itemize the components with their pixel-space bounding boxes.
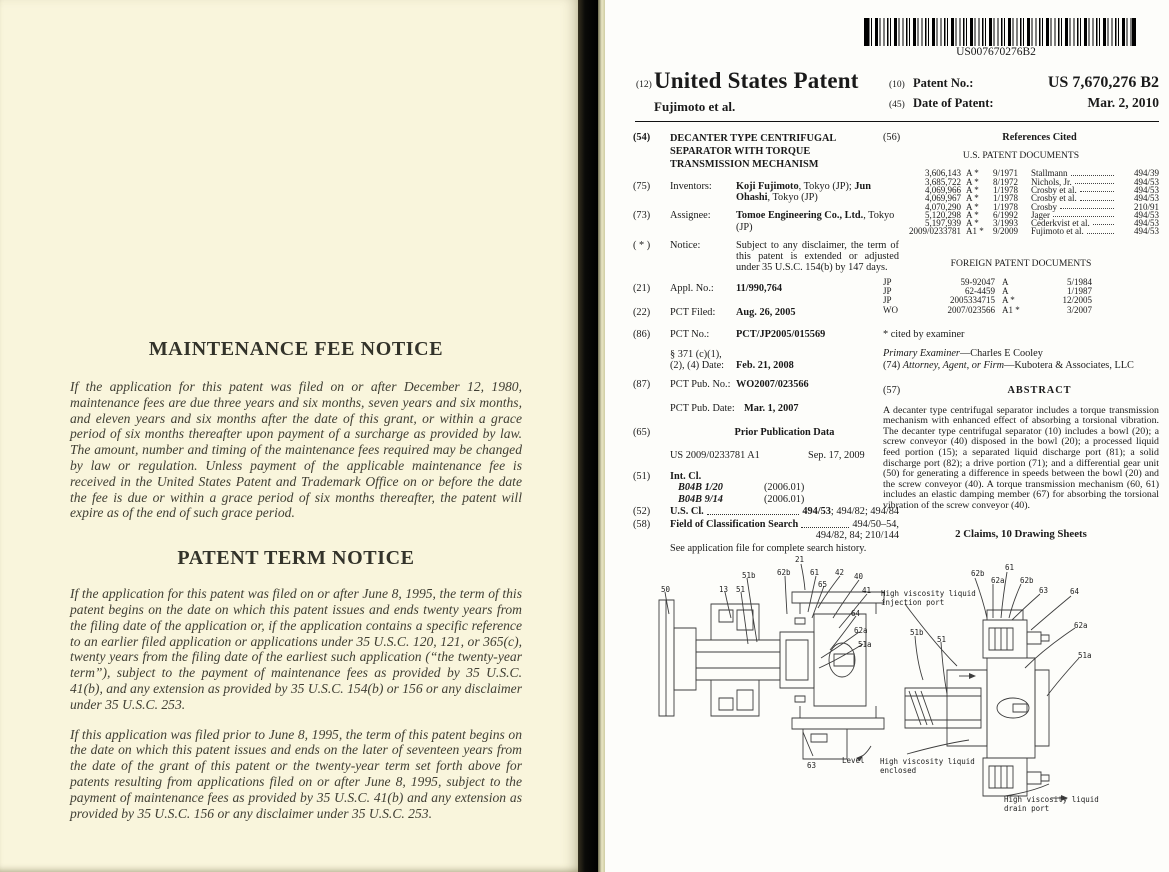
leader-dots (1060, 203, 1114, 209)
int-cl-row (670, 482, 899, 493)
ref-date: 9/2009 (993, 226, 1019, 237)
ref-kind: A * (966, 201, 979, 212)
us-ref-row (883, 227, 1159, 235)
pct-filed-tag: (22) (633, 306, 651, 318)
figure-ref-label: 62b (777, 568, 791, 577)
us-cl-section (633, 506, 899, 517)
page-gutter-shadow (578, 0, 598, 872)
pct-pub-date-label: PCT Pub. Date: (670, 402, 735, 414)
appl-no-value: 11/990,764 (736, 283, 783, 295)
inventors-value (736, 181, 899, 203)
attorney-line (883, 360, 1159, 371)
ref-class: 494/53 (1133, 218, 1159, 229)
field-search-tag: (58) (633, 519, 651, 531)
figure-ref-label: 61 (1005, 563, 1015, 572)
header-right-block (889, 74, 1159, 114)
page-edge-strip (598, 0, 605, 872)
ref-date: 3/2007 (1066, 304, 1092, 315)
ref-kind: A * (966, 185, 979, 195)
ref-kind: A (1002, 276, 1009, 287)
figure-ref-label: 62a (991, 576, 1005, 585)
figure-ref-label: 42 (835, 568, 845, 577)
figure-ref-label: 13 (719, 585, 729, 594)
ref-date: 6/1992 (993, 209, 1019, 220)
ref-country: WO (883, 304, 898, 315)
leader-dots (801, 519, 849, 528)
field-search-label: Field of Classification Search (670, 519, 799, 531)
assignee-section (633, 210, 899, 232)
patent-number-label: Patent No.: (913, 76, 974, 90)
figure-ref-label: 51a (1078, 651, 1092, 660)
ref-class: 494/53 (1133, 185, 1159, 195)
ref-number: 4,069,967 (925, 193, 961, 204)
ref-class: 494/53 (1133, 209, 1159, 220)
pct-no-value: PCT/JP2005/015569 (736, 328, 826, 340)
prior-pub-spacer (633, 450, 670, 461)
inventors-tag: (75) (633, 181, 651, 192)
foreign-ref-row (883, 306, 1098, 315)
s371-spacer (736, 349, 899, 360)
notice-section (633, 240, 899, 274)
title-tag: (54) (633, 132, 651, 143)
left-notice-page (0, 0, 578, 872)
references-column (883, 126, 1159, 540)
ref-class: 210/91 (1133, 201, 1159, 212)
field-search-note: See application file for complete search history. (670, 543, 867, 555)
leader-dots (1075, 178, 1114, 184)
figure-ref-label: 51a (858, 640, 872, 649)
ref-date: 5/1984 (1066, 276, 1092, 287)
references-cited-section (883, 132, 1159, 143)
notice-text-block (70, 338, 522, 821)
int-cl-tag: (51) (633, 471, 651, 483)
foreign-patent-documents-heading: FOREIGN PATENT DOCUMENTS (950, 257, 1092, 269)
assignee-label: Assignee: (670, 210, 711, 222)
us-references-table (883, 169, 1159, 235)
leader-dots (1093, 219, 1114, 225)
patent-front-page (605, 0, 1169, 872)
pct-pub-date-value: Mar. 1, 2007 (744, 402, 799, 414)
claims-drawing-sheets-line: 2 Claims, 10 Drawing Sheets (955, 527, 1087, 540)
figure-ref-label: 63 (1039, 586, 1049, 595)
us-cl-tag: (52) (633, 505, 651, 517)
figure-ref-label: 50 (661, 585, 671, 594)
ref-date: 8/1972 (993, 176, 1019, 187)
ref-kind: A * (966, 168, 979, 179)
inventors-label: Inventors: (670, 181, 712, 192)
leader-dots (707, 506, 800, 515)
ref-class: 494/39 (1133, 168, 1159, 179)
kind-code: (12) (636, 80, 652, 90)
ref-kind: A * (966, 176, 979, 187)
figure-ref-label: 51b (742, 571, 756, 580)
ref-name: Nichols, Jr. (1031, 176, 1072, 187)
int-cl-label: Int. Cl. (670, 471, 702, 483)
assignee-tag: (73) (633, 210, 651, 222)
ref-number: 59-92047 (960, 276, 995, 287)
figure-ref-label: 62b (1020, 576, 1034, 585)
int-cl-class: B04B 1/20 (678, 482, 723, 494)
s371-section (633, 349, 899, 371)
prior-pub-date: Sep. 17, 2009 (808, 450, 865, 462)
ref-country: JP (883, 286, 892, 297)
patent-term-notice-paragraph-2: If this application was filed prior to June 8, 1995, the term of this patent begins on the date on which this patent issues and ends on the later of seventeen years from the date of the grant of this patent or the twenty-year term set forth above for patents resulting from applications filed on or after June 8, 1995, subject to the payment of maintenance fees as provided by 35 U.S.C. 41(b) and any extension as provided by 35 U.S.C. 156 or any disclaimer under 35 U.S.C. 253. (70, 726, 522, 821)
ref-name: Stallmann (1031, 168, 1068, 179)
patent-term-notice-paragraph-1: If the application for this patent was filed on or after June 8, 1995, the term of this patent begins on the date on which this patent issues and ends twenty years from the filing date of the application or, if the application contains a specific reference to an earlier filed application or applications under 35 U.S.C. 120, 121, or 365(c), twenty years from the filing date of the earliest such application (“the twenty-year term”), subject to the payment of maintenance fees as provided by 35 U.S.C. 41(b), and any extension as provided by 35 U.S.C. 154(b) or 156 or any disclaimer under 35 U.S.C. 253. (70, 586, 522, 712)
s371-date-value: Feb. 21, 2008 (736, 360, 794, 372)
patent-number-value: US 7,670,276 B2 (1047, 74, 1159, 91)
leader-dots (1080, 186, 1114, 192)
foreign-references-table (883, 278, 1159, 315)
pct-filed-section (633, 307, 899, 318)
int-cl-version: (2006.01) (764, 482, 805, 494)
ref-name: Crosby et al. (1031, 185, 1077, 195)
assignee-value (736, 210, 899, 232)
int-cl-version: (2006.01) (764, 493, 805, 505)
s371-label-line1: § 371 (c)(1), (670, 349, 722, 361)
figure-annotation: High viscosity liquid enclosed (880, 757, 975, 775)
figure-ref-label: 64 (851, 609, 861, 618)
pct-no-section (633, 329, 899, 340)
field-search-value-1: 494/50–54, (852, 519, 899, 531)
figure-ref-label: 41 (862, 586, 872, 595)
figure-ref-label: Level (842, 756, 865, 765)
inventor-surname-line: Fujimoto et al. (654, 99, 736, 114)
cited-by-examiner-note: * cited by examiner (883, 328, 965, 340)
ref-number: 2005334715 (950, 295, 995, 306)
leader-dots (1071, 169, 1115, 175)
ref-country: JP (883, 295, 892, 306)
ref-name: Crosby (1031, 201, 1058, 212)
us-cl-secondary: ; 494/82; 494/84 (830, 505, 899, 517)
maintenance-fee-notice-heading: MAINTENANCE FEE NOTICE (148, 338, 444, 360)
patent-date-value: Mar. 2, 2010 (1087, 95, 1159, 110)
pct-pub-no-value: WO2007/023566 (736, 379, 809, 391)
pct-pub-no-label: PCT Pub. No.: (670, 379, 731, 391)
biblio-column (633, 126, 899, 555)
assignee-name: Tomoe Engineering Co., Ltd. (736, 210, 864, 222)
leader-dots (1080, 194, 1114, 200)
figure-ref-label: 62a (854, 626, 868, 635)
figure-ref-label: 63 (807, 761, 817, 770)
ref-kind: A * (966, 218, 979, 229)
figure-ref-label: 40 (854, 572, 864, 581)
ref-kind: A * (966, 193, 979, 204)
int-cl-row (670, 494, 899, 505)
ref-number: 3,606,143 (925, 168, 961, 179)
notice-label: Notice: (670, 239, 701, 251)
notice-text: Subject to any disclaimer, the term of this patent is extended or adjusted under 35 U.S.C. 154(b) by 147 days. (736, 239, 899, 274)
ref-date: 1/1978 (993, 185, 1019, 195)
leader-dots (1053, 211, 1114, 217)
figure-ref-label: 65 (818, 580, 828, 589)
s371-tag-spacer (633, 349, 670, 371)
ref-number: 5,120,298 (925, 209, 961, 220)
figure-ref-label: 51 (937, 635, 947, 644)
ref-class: 494/53 (1133, 176, 1159, 187)
figure-annotation: High viscosity liquid drain port (1004, 795, 1099, 813)
ref-kind: A (1002, 286, 1009, 297)
prior-pub-number: US 2009/0233781 A1 (670, 450, 760, 462)
notice-tag: ( * ) (633, 239, 651, 251)
ref-number: 3,685,722 (925, 176, 961, 187)
ref-date: 1/1978 (993, 201, 1019, 212)
attorney-label: Attorney, Agent, or Firm (902, 360, 1005, 372)
appl-no-section (633, 283, 899, 294)
prior-pub-tag: (65) (633, 426, 651, 438)
int-cl-class: B04B 9/14 (678, 493, 723, 505)
appl-no-label: Appl. No.: (670, 283, 714, 295)
patent-term-notice-heading: PATENT TERM NOTICE (177, 547, 415, 570)
ref-name: Crosby et al. (1031, 193, 1077, 204)
maintenance-fee-notice-paragraph: If the application for this patent was filed on or after December 12, 1980, maintenance fees are due three years and six months, seven years and six months, and eleven years and six months after the date of this grant, or within a grace period of six months thereafter upon payment of a surcharge as provided by law. The amount, number and timing of the maintenance fees required may be changed by law or regulation. Unless payment of the applicable maintenance fee is received in the United States Patent and Trademark Office on or before the date the fee is due or within a grace period of six months thereafter, the patent will expire as of the end of such grace period. (70, 379, 522, 521)
inventor-loc-2: , Tokyo (JP) (767, 192, 818, 204)
figure-ref-label: 51b (910, 628, 924, 637)
pct-filed-value: Aug. 26, 2005 (736, 306, 796, 318)
ref-number: 62-4459 (965, 286, 995, 297)
pct-no-label: PCT No.: (670, 328, 710, 340)
ref-name: Cederkvist et al. (1031, 218, 1090, 229)
document-title: United States Patent (654, 68, 859, 93)
abstract-section (883, 385, 1159, 396)
pct-filed-label: PCT Filed: (670, 306, 716, 318)
pct-pub-date-tag-spacer (633, 403, 670, 414)
attorney-name: —Kubotera & Associates, LLC (1004, 360, 1134, 372)
pct-pub-no-tag: (87) (633, 379, 651, 391)
ref-date: 1/1978 (993, 193, 1019, 204)
figure-1-drawing (635, 555, 890, 808)
prior-pub-section (633, 427, 899, 438)
inventor-loc-1: , Tokyo (JP); (798, 181, 855, 192)
prior-pub-data-row (633, 450, 899, 461)
pct-no-tag: (86) (633, 328, 651, 340)
figure-ref-label: 61 (810, 568, 820, 577)
ref-number: 4,069,966 (925, 185, 961, 195)
pct-pub-no-section (633, 379, 899, 390)
ref-kind: A * (1002, 295, 1015, 306)
barcode-number: US007670276B2 (956, 46, 1036, 58)
ref-name: Jager (1031, 209, 1050, 220)
patent-date-label: Date of Patent: (913, 96, 994, 110)
barcode (864, 18, 1136, 46)
inventors-section (633, 181, 899, 203)
figure-ref-label: 51 (736, 585, 746, 594)
title-section (633, 132, 899, 171)
primary-examiner-name: —Charles E Cooley (959, 348, 1043, 359)
ref-class: 494/53 (1133, 193, 1159, 204)
ref-kind: A1 * (1002, 304, 1020, 315)
us-cl-label: U.S. Cl. (670, 505, 704, 517)
patent-date-row (889, 94, 1159, 114)
ref-country: JP (883, 276, 892, 287)
abstract-heading: ABSTRACT (1007, 385, 1072, 397)
attorney-tag: (74) (883, 360, 901, 372)
references-heading: References Cited (1002, 132, 1077, 143)
ref-class: 494/53 (1133, 226, 1159, 237)
figure-ref-label: 21 (795, 555, 805, 564)
ref-date: 1/1987 (1066, 286, 1092, 297)
int-cl-section (633, 471, 899, 505)
s371-label-line2: (2), (4) Date: (670, 360, 725, 372)
leader-dots (1087, 227, 1114, 233)
ref-kind: A * (966, 209, 979, 220)
inventor-name-2: Jun Ohashi (736, 181, 871, 204)
appl-no-tag: (21) (633, 283, 651, 295)
prior-pub-heading: Prior Publication Data (734, 426, 835, 438)
references-tag: (56) (883, 132, 901, 143)
ref-number: 2009/0233781 (908, 226, 961, 237)
us-cl-primary: 494/53 (802, 505, 831, 517)
ref-number: 2007/023566 (947, 304, 995, 315)
figure-ref-label: 62b (971, 569, 985, 578)
patent-date-tag: (45) (889, 100, 905, 110)
figure-ref-label: 64 (1070, 587, 1080, 596)
figure-ref-label: 62a (1074, 621, 1088, 630)
ref-number: 5,197,939 (925, 218, 961, 229)
abstract-tag: (57) (883, 385, 901, 397)
ref-kind: A1 * (966, 226, 984, 237)
ref-name: Fujimoto et al. (1031, 226, 1084, 237)
pct-pub-date-section (633, 403, 899, 414)
patent-number-tag: (10) (889, 80, 905, 90)
header-divider (635, 121, 1159, 122)
us-patent-documents-heading: U.S. PATENT DOCUMENTS (962, 150, 1080, 162)
inventor-name-1: Koji Fujimoto (736, 181, 799, 192)
ref-date: 12/2005 (1062, 295, 1092, 306)
invention-title: DECANTER TYPE CENTRIFUGAL SEPARATOR WITH TORQUE TRANSMISSION MECHANISM (670, 133, 836, 170)
primary-examiner-label: Primary Examiner (883, 348, 960, 359)
ref-date: 3/1993 (993, 218, 1019, 229)
patent-number-row (889, 74, 1159, 94)
assignee-loc: , Tokyo (JP) (736, 210, 895, 233)
figure-annotation: High viscosity liquid injection port (881, 589, 976, 607)
abstract-text: A decanter type centrifugal separator includes a torque transmission mechanism with enhanced effect of absorbing a torsional vibration. The decanter type centrifugal separator (10) includes a bowl (20); a screw conveyor (40) disposed in the bowl (20); a processed liquid feed portion (15); a separated liquid discharge port (81); a solid discharge port (82); a drive portion (71); and a differential gear unit (50) for generating a difference in speeds between the bowl (20) and the screw conveyor (40). A torque transmission mechanism (60, 61) includes an elastic damping member (67) for absorbing the torsional vibration of the screw conveyor (40). (883, 404, 1159, 511)
ref-number: 4,070,290 (925, 201, 961, 212)
primary-examiner-line (883, 348, 1159, 359)
field-search-value-2: 494/82, 84; 210/144 (815, 530, 899, 542)
ref-date: 9/1971 (993, 168, 1019, 179)
field-search-section (633, 519, 899, 555)
